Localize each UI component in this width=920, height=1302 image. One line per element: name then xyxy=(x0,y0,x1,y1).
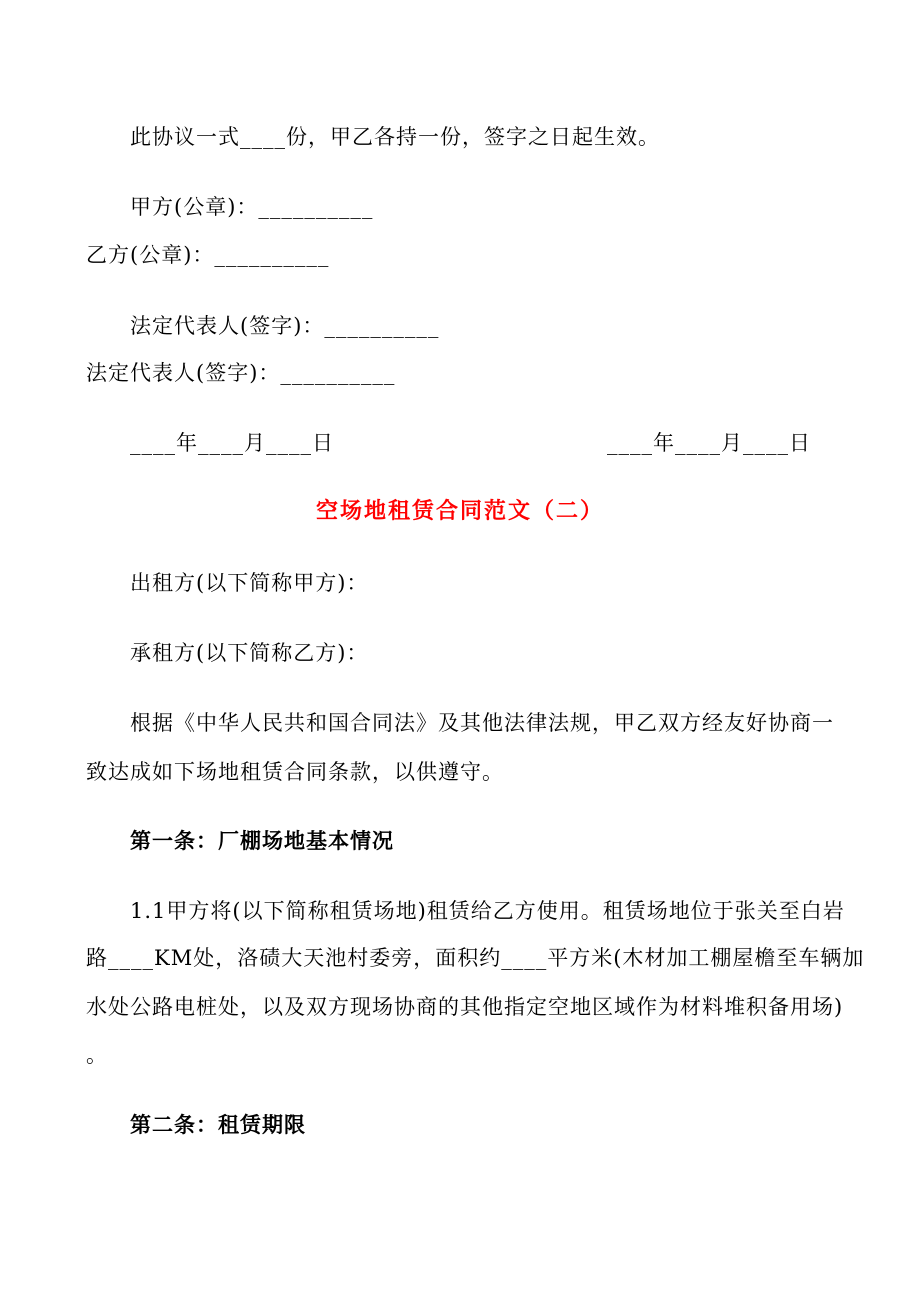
clause-1-1-line-4: 。 xyxy=(86,1043,108,1067)
rep-sign-a-line: 法定代表人(签字)：__________ xyxy=(130,314,440,338)
rep-sign-b-line: 法定代表人(签字)：__________ xyxy=(86,361,396,385)
date-left: ____年____月____日 xyxy=(130,431,334,455)
party-b-seal-line: 乙方(公章)：__________ xyxy=(86,243,330,267)
preamble-line-2: 致达成如下场地租赁合同条款，以供遵守。 xyxy=(86,760,504,784)
clause-1-1-line-2: 路____KM处，洛碛大天池村委旁，面积约____平方米(木材加工棚屋檐至车辆加 xyxy=(86,946,865,970)
document-title: 空场地租赁合同范文（二） xyxy=(315,498,604,524)
preamble-line-1: 根据《中华人民共和国合同法》及其他法律法规，甲乙双方经友好协商一 xyxy=(130,711,834,735)
agreement-copies-text: 此协议一式____份，甲乙各持一份，签字之日起生效。 xyxy=(130,125,660,149)
date-right: ____年____月____日 xyxy=(607,431,811,455)
article-2-heading: 第二条：租赁期限 xyxy=(130,1112,306,1137)
clause-1-1-line-1: 1.1甲方将(以下简称租赁场地)租赁给乙方使用。租赁场地位于张关至白岩 xyxy=(130,899,845,923)
clause-1-1-line-3: 水处公路电桩处，以及双方现场协商的其他指定空地区域作为材料堆积备用场) xyxy=(86,995,844,1019)
lessor-line: 出租方(以下简称甲方)： xyxy=(130,571,369,595)
party-a-seal-line: 甲方(公章)：__________ xyxy=(130,195,374,219)
lessee-line: 承租方(以下简称乙方)： xyxy=(130,641,369,665)
article-1-heading: 第一条：厂棚场地基本情况 xyxy=(130,828,394,853)
